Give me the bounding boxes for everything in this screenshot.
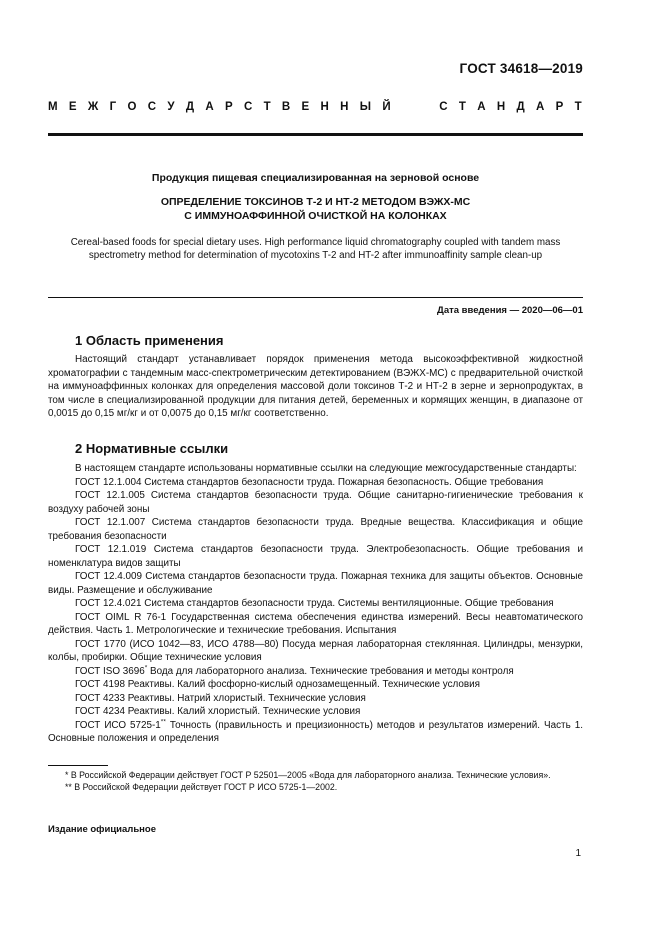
reference-item: ГОСТ 12.1.004 Система стандартов безопасности труда. Пожарная безопасность. Общие требования [75,476,544,488]
letter: Д [185,101,195,113]
section-1-text: Настоящий стандарт устанавливает порядок применения метода высокоэффективной жидкостной хроматографии с тандемным масс-спектрометрическим детектированием (ВЭЖХ-МС) с предварительной очисткой на иммуноаффинных колонках для определения массовой доли токсинов Т-2 и НТ-2 в зерне и зернопродуктах, в том числе в специализированной продукции для питания детей, беременных и кормящих женщин, в диапазоне от 0,0015 до 0,15 мг/кг и от 0,0075 до 0,15 мг/кг соответственно. [48,354,583,419]
footnote-1: * В Российской Федерации действует ГОСТ Р 52501—2005 «Вода для лабораторного анализа. Технические условия». [65,770,551,780]
reference-item: ГОСТ 4198 Реактивы. Калий фосфорно-кислый однозамещенный. Технические условия [75,679,481,690]
footnote-2: ** В Российской Федерации действует ГОСТ Р ИСО 5725-1—2002. [65,782,338,792]
reference-item: ГОСТ 4234 Реактивы. Калий хлористый. Технические условия [75,706,361,717]
letter: С [243,101,253,113]
footnote-marker: ** [160,718,166,726]
letter: Г [109,101,117,113]
letter: Е [68,101,77,113]
reference-item: ГОСТ 12.1.005 Система стандартов безопасности труда. Общие санитарно-гигиенические требования к воздуху рабочей зоны [48,490,583,515]
letter: Н [496,101,506,113]
letter: Ы [359,101,372,113]
footnotes [48,769,583,793]
reference-item: ГОСТ 4233 Реактивы. Натрий хлористый. Технические условия [75,692,366,704]
letter: С [147,101,157,113]
letter: Ж [87,101,99,113]
letter: Н [320,101,329,113]
letter: У [167,101,175,113]
official-edition-label: Издание официальное [48,824,156,835]
letter: Т [574,101,582,113]
english-title-line-2: spectrometry method for determination of mycotoxins T-2 and HT-2 after immunoaffinity sample clean-up [88,250,543,261]
letter: А [477,101,486,113]
document-title [48,195,583,223]
english-title [48,236,583,262]
normative-references [48,462,583,746]
footnote-marker: * [144,664,148,672]
reference-item: ГОСТ 12.1.007 Система стандартов безопасности труда. Вредные вещества. Классификация и общие требования безопасности [48,517,583,542]
reference-item: ГОСТ ISO 3696* Вода для лабораторного анализа. Технические требования и методы контроля [75,664,514,677]
title-line-2: С ИММУНОАФФИННОЙ ОЧИСТКОЙ НА КОЛОНКАХ [184,210,447,222]
reference-item: ГОСТ 12.4.021 Система стандартов безопасности труда. Системы вентиляционные. Общие требования [75,598,554,609]
reference-item: ГОСТ 12.4.009 Система стандартов безопасности труда. Пожарная техника для защиты объектов. Основные виды. Размещение и обслуживание [48,571,583,596]
letter: Р [224,101,233,113]
interstate-standard-heading [48,101,582,113]
letter: М [48,101,58,113]
page-number: 1 [575,848,581,859]
english-title-line-1: Cereal-based foods for special dietary uses. High performance liquid chromatography coupled with tandem mass [70,237,561,248]
introduction-date: Дата введения — 2020—06—01 [437,305,583,316]
word-gap [402,101,428,113]
reference-item: В настоящем стандарте использованы нормативные ссылки на следующие межгосударственные стандарты: [75,463,577,474]
title-line-1: ОПРЕДЕЛЕНИЕ ТОКСИНОВ Т-2 И НТ-2 МЕТОДОМ ВЭЖХ-МС [160,196,471,208]
letter: Й [382,101,391,113]
reference-item: ГОСТ ИСО 5725-1** Точность (правильность и прецизионность) методов и результатов измерений. Часть 1. Основные положения и определения [48,718,583,744]
reference-item: ГОСТ 1770 (ИСО 1042—83, ИСО 4788—80) Посуда мерная лабораторная стеклянная. Цилиндры, мензурки, колбы, пробирки. Общие технические условия [48,638,583,663]
letter: А [205,101,214,113]
header-rule-thick [48,133,583,136]
product-subject: Продукция пищевая специализированная на зерновой основе [151,172,480,184]
letter: Д [516,101,525,113]
section-2-heading: 2 Нормативные ссылки [75,441,229,456]
letter: Т [458,101,466,113]
letter: Н [340,101,349,113]
letter: А [535,101,545,113]
reference-item: ГОСТ OIML R 76-1 Государственная система обеспечения единства измерений. Весы неавтоматического действия. Часть 1. Метрологические и технические требования. Испытания [48,611,583,636]
title-rule [48,297,583,298]
letter: Р [555,101,564,113]
footnote-rule [48,765,108,766]
section-1-heading: 1 Область применения [75,333,224,348]
reference-item: ГОСТ 12.1.019 Система стандартов безопасности труда. Электробезопасность. Общие требования и номенклатура видов защиты [48,544,583,569]
letter: Т [263,101,271,113]
doc-number: ГОСТ 34618—2019 [459,61,583,76]
letter: В [281,101,291,113]
letter: С [439,101,448,113]
letter: Е [301,101,310,113]
letter: О [127,101,137,113]
